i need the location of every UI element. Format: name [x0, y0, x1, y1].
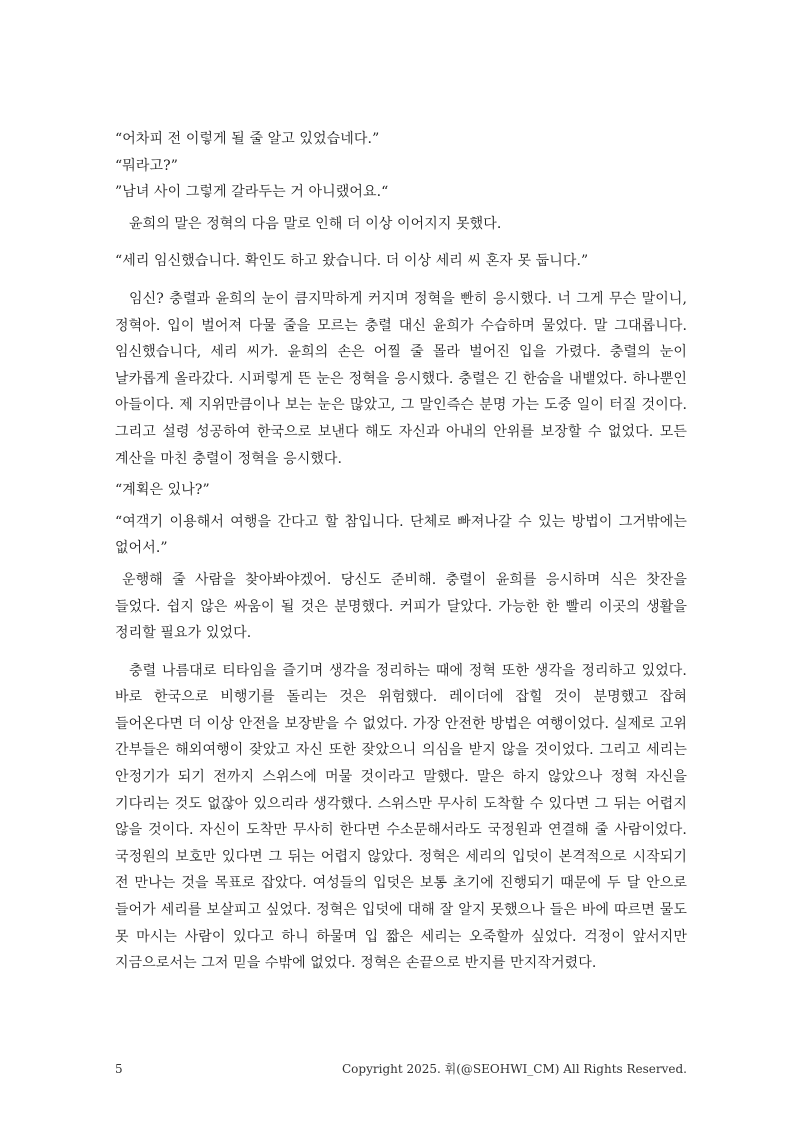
narrative-paragraph: 운행해 줄 사람을 찾아봐야겠어. 당신도 준비해. 충렬이 윤희를 응시하며 식은 찻잔을 들었다. 쉽지 않은 싸움이 될 것은 분명했다. 커피가 달았다. 가능한 한 빨리 이곳의 생활을 정리할 필요가 있었다.	[115, 571, 687, 642]
page-number: 5	[115, 1062, 123, 1076]
dialogue-line: “여객기 이용해서 여행을 간다고 할 참입니다. 단체로 빠져나갈 수 있는 방법이 그거밖에는 없어서.”	[115, 513, 687, 557]
dialogue-line: “어차피 전 이렇게 될 줄 알고 있었습네다.”	[115, 131, 380, 147]
page-footer	[115, 1060, 687, 1077]
dialogue-line: “뭐라고?”	[115, 157, 178, 174]
narrative-paragraph: 충렬 나름대로 티타임을 즐기며 생각을 정리하는 때에 정혁 또한 생각을 정리하고 있었다. 바로 한국으로 비행기를 돌리는 것은 위험했다. 레이더에 잡힐 것이 분명했고 잡혀 들어온다면 더 이상 안전을 보장받을 수 없었다. 가장 안전한 방법은 여행이었다. 실제로 고위 간부들은 해외여행이 잦았고 자신 또한 잦았으니 의심을 받지 않을 것이었다. 그리고 세리는 안정기가 되기 전까지 스위스에 머물 것이라고 말했다. 말은 하지 않았으나 정혁 자신을 기다리는 것도 없잖아 있으리라 생각했다. 스위스만 무사히 도착할 수 있다면 그 뒤는 어렵지 않을 것이다. 자신이 도착만 무사히 한다면 수소문해서라도 국정원과 연결해 줄 사람이었다. 국정원의 보호만 있다면 그 뒤는 어렵지 않았다. 정혁은 세리의 입덧이 본격적으로 시작되기 전 만나는 것을 목표로 잡았다. 여성들의 입덧은 보통 초기에 진행되기 때문에 두 달 안으로 들어가 세리를 보살피고 싶었다. 정혁은 입덧에 대해 잘 알지 못했으나 들은 바에 따르면 물도 못 마시는 사람이 있다고 하니 하물며 입 짧은 세리는 오죽할까 싶었다. 걱정이 앞서지만 지금으로서는 그저 믿을 수밖에 없었다. 정혁은 손끝으로 반지를 만지작거렸다.	[115, 662, 687, 972]
dialogue-line: “계획은 있나?”	[115, 482, 210, 499]
copyright-notice: Copyright 2025. 휘(@SEOHWI_CM) All Rights Reserved.	[342, 1062, 687, 1076]
dialogue-line: “세리 임신했습니다. 확인도 하고 왔습니다. 더 이상 세리 씨 혼자 못 둡니다.”	[115, 253, 589, 270]
narrative-paragraph: 임신? 충렬과 윤희의 눈이 큼지막하게 커지며 정혁을 빤히 응시했다. 너 그게 무슨 말이니, 정혁아. 입이 벌어져 다물 줄을 모르는 충렬 대신 윤희가 수습하며 물었다. 말 그대롭니다. 임신했습니다, 세리 씨가. 윤희의 손은 어찔 줄 몰라 벌어진 입을 가렸다. 충렬의 눈이 날카롭게 올라갔다. 시퍼렇게 뜬 눈은 정혁을 응시했다. 충렬은 긴 한숨을 내뱉었다. 하나뿐인 아들이다. 제 지위만큼이나 보는 눈은 많았고, 그 말인즉슨 분명 가는 도중 일이 터질 것이다. 그리고 설령 성공하여 한국으로 보낸다 해도 자신과 아내의 안위를 보장할 수 없었다. 모든 계산을 마친 충렬이 정혁을 응시했다.	[115, 290, 687, 467]
document-body	[115, 126, 687, 977]
narrative-paragraph: 윤희의 말은 정혁의 다음 말로 인해 더 이상 이어지지 못했다.	[129, 215, 502, 232]
dialogue-line: ”남녀 사이 그렇게 갈라두는 거 아니랬어요.“	[115, 184, 389, 201]
